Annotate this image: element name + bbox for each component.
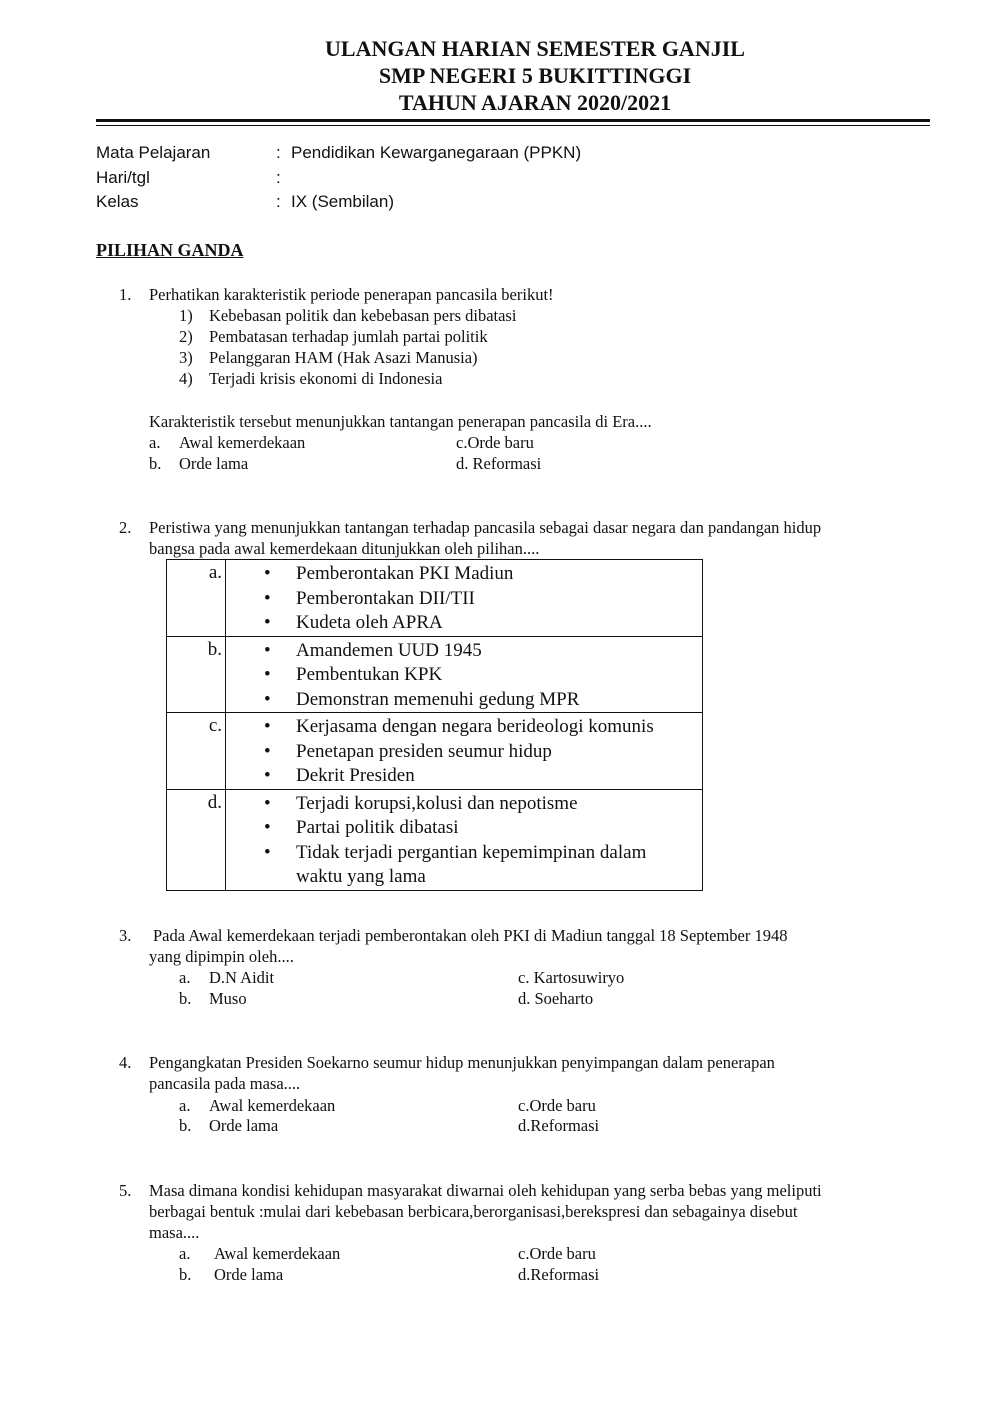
info-sep-class: : <box>276 192 281 211</box>
question-text-line2: pancasila pada masa.... <box>149 1074 301 1093</box>
option-b: Orde lama <box>209 1116 279 1135</box>
info-label-class: Kelas <box>96 192 139 211</box>
question-text: Perhatikan karakteristik periode penerapan pancasila berikut! <box>149 285 554 304</box>
option-a: Awal kemerdekaan <box>179 433 306 452</box>
bullet-icon: • <box>264 792 271 814</box>
info-label-subject: Mata Pelajaran <box>96 143 211 162</box>
question-prompt: Karakteristik tersebut menunjukkan tantangan penerapan pancasila di Era.... <box>149 412 652 431</box>
list-item-number: 1) <box>179 306 193 325</box>
option-b: Orde lama <box>179 454 249 473</box>
option-c: c. Kartosuwiryo <box>518 968 625 987</box>
option-letter: c. <box>167 713 226 790</box>
table-row <box>167 789 703 890</box>
list-item-text: Pemberontakan PKI Madiun <box>296 563 514 584</box>
bullet-icon: • <box>264 587 271 609</box>
list-item-text: Kerjasama dengan negara berideologi komunis <box>296 716 654 737</box>
section-title: PILIHAN GANDA <box>96 240 244 260</box>
question-number: 3. <box>119 926 132 945</box>
info-sep-date: : <box>276 168 281 187</box>
option-c: c.Orde baru <box>518 1096 596 1115</box>
question-text-line1: Masa dimana kondisi kehidupan masyarakat diwarnai oleh kehidupan yang serba bebas yang meliputi <box>149 1181 822 1200</box>
option-cell <box>226 636 703 713</box>
bullet-icon: • <box>264 688 271 710</box>
table-row <box>167 713 703 790</box>
list-item <box>226 587 702 612</box>
list-item <box>226 740 702 765</box>
option-letter: a. <box>167 560 226 637</box>
header-divider-thin <box>96 125 930 126</box>
bullet-icon: • <box>264 740 271 762</box>
question-text-line1: Pengangkatan Presiden Soekarno seumur hidup menunjukkan penyimpangan dalam penerapan <box>149 1053 775 1072</box>
header-title-line3: TAHUN AJARAN 2020/2021 <box>398 90 672 115</box>
list-item-continuation <box>226 865 702 890</box>
option-b-letter: b. <box>179 1116 192 1135</box>
list-item-text: Tidak terjadi pergantian kepemimpinan dalam <box>296 841 647 863</box>
question-text-line2: bangsa pada awal kemerdekaan ditunjukkan oleh pilihan.... <box>149 539 540 558</box>
header-title-line1: ULANGAN HARIAN SEMESTER GANJIL <box>325 36 745 61</box>
option-a: Awal kemerdekaan <box>209 1096 336 1115</box>
header-title-line2: SMP NEGERI 5 BUKITTINGGI <box>378 63 692 88</box>
option-letter: d. <box>167 789 226 890</box>
list-item-text: waktu yang lama <box>296 866 426 887</box>
question-number: 5. <box>119 1181 132 1200</box>
option-c: c.Orde baru <box>456 433 534 452</box>
option-a-letter: a. <box>179 1244 191 1263</box>
list-item <box>226 792 702 817</box>
option-cell <box>226 713 703 790</box>
bullet-icon: • <box>264 563 271 584</box>
list-item-text: Pembatasan terhadap jumlah partai politik <box>209 327 488 346</box>
question-number: 4. <box>119 1053 132 1072</box>
list-item <box>226 816 702 841</box>
option-d: d. Reformasi <box>456 454 542 473</box>
list-item <box>226 639 702 664</box>
option-d: d. Soeharto <box>518 989 594 1008</box>
table-row <box>167 636 703 713</box>
option-a-letter: a. <box>149 433 161 452</box>
header-divider-thick <box>96 119 930 122</box>
option-c: c.Orde baru <box>518 1244 596 1263</box>
question-text-line1: Peristiwa yang menunjukkan tantangan terhadap pancasila sebagai dasar negara dan pandangan hidup <box>149 518 822 537</box>
bullet-icon: • <box>264 817 271 838</box>
option-b: Orde lama <box>214 1265 284 1284</box>
list-item-text: Amandemen UUD 1945 <box>296 639 482 661</box>
bullet-icon: • <box>264 612 271 633</box>
option-b-letter: b. <box>179 989 192 1008</box>
option-a: Awal kemerdekaan <box>214 1244 341 1263</box>
bullet-icon: • <box>264 716 271 737</box>
list-item <box>226 841 702 866</box>
list-item-text: Kudeta oleh APRA <box>296 612 443 633</box>
bullet-icon: • <box>264 765 271 786</box>
list-item-text: Dekrit Presiden <box>296 765 415 786</box>
list-item-text: Demonstran memenuhi gedung MPR <box>296 688 580 710</box>
list-item-text: Terjadi krisis ekonomi di Indonesia <box>209 369 443 388</box>
list-item-number: 2) <box>179 327 193 346</box>
list-item-text: Pembentukan KPK <box>296 664 443 685</box>
question-text-line3: masa.... <box>149 1223 200 1242</box>
option-a-letter: a. <box>179 968 191 987</box>
option-d: d.Reformasi <box>518 1265 600 1284</box>
option-a: D.N Aidit <box>209 968 275 987</box>
info-value-subject: Pendidikan Kewarganegaraan (PPKN) <box>291 143 582 162</box>
list-item <box>226 715 702 740</box>
bullet-icon: • <box>264 639 271 661</box>
list-item-text: Pemberontakan DII/TII <box>296 587 475 609</box>
option-d: d.Reformasi <box>518 1116 600 1135</box>
question-number: 2. <box>119 518 132 537</box>
option-b: Muso <box>209 989 247 1008</box>
question-text-line2: berbagai bentuk :mulai dari kebebasan berbicara,berorganisasi,berekspresi dan sebagainya disebut <box>149 1202 798 1221</box>
info-label-date: Hari/tgl <box>96 168 150 187</box>
list-item <box>226 562 702 587</box>
list-item <box>226 764 702 789</box>
question-text-line2: yang dipimpin oleh.... <box>149 947 294 966</box>
bullet-icon: • <box>264 664 271 685</box>
option-cell <box>226 789 703 890</box>
info-value-class: IX (Sembilan) <box>291 192 394 211</box>
options-table <box>166 559 703 891</box>
list-item-text: Partai politik dibatasi <box>296 817 459 838</box>
question-text-line1: Pada Awal kemerdekaan terjadi pemberontakan oleh PKI di Madiun tanggal 18 September 1948 <box>153 926 788 945</box>
option-letter: b. <box>167 636 226 713</box>
option-b-letter: b. <box>149 454 162 473</box>
option-cell <box>226 560 703 637</box>
option-a-letter: a. <box>179 1096 191 1115</box>
table-row <box>167 560 703 637</box>
question-number: 1. <box>119 285 132 304</box>
option-b-letter: b. <box>179 1265 192 1284</box>
bullet-icon: • <box>264 841 271 863</box>
list-item-number: 4) <box>179 369 193 388</box>
list-item-text: Penetapan presiden seumur hidup <box>296 740 552 762</box>
list-item-text: Pelanggaran HAM (Hak Asazi Manusia) <box>209 348 478 367</box>
list-item-number: 3) <box>179 348 193 367</box>
list-item-text: Terjadi korupsi,kolusi dan nepotisme <box>296 792 578 814</box>
info-sep-subject: : <box>276 143 281 162</box>
list-item-text: Kebebasan politik dan kebebasan pers dibatasi <box>209 306 517 325</box>
list-item <box>226 688 702 713</box>
list-item <box>226 611 702 636</box>
list-item <box>226 663 702 688</box>
